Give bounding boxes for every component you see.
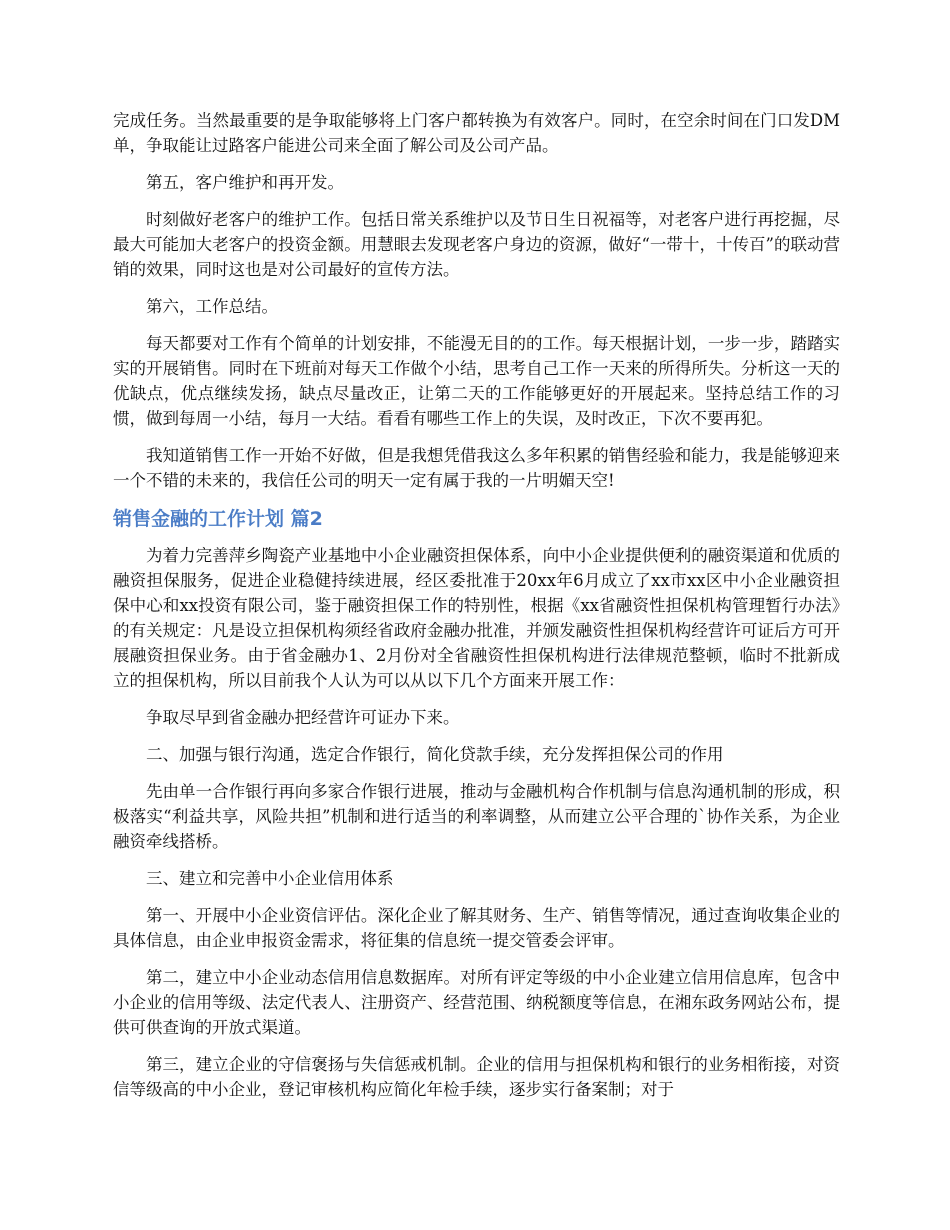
document-body	[113, 108, 840, 1114]
paragraph: 第六，工作总结。	[146, 297, 278, 316]
paragraph: 第三，建立企业的守信褒扬与失信惩戒机制。企业的信用与担保机构和银行的业务相衔接，对资信等级高的中小企业，登记审核机构应简化年检手续，逐步实行备案制；对于	[113, 1055, 840, 1099]
paragraph: 第一、开展中小企业资信评估。深化企业了解其财务、生产、销售等情况，通过查询收集企业的具体信息，由企业申报资金需求，将征集的信息统一提交管委会评审。	[113, 906, 840, 950]
paragraph: 二、加强与银行沟通，选定合作银行，简化贷款手续，充分发挥担保公司的作用	[146, 745, 724, 764]
section-heading: 销售金融的工作计划 篇2	[113, 508, 323, 530]
paragraph: 为着力完善萍乡陶瓷产业基地中小企业融资担保体系，向中小企业提供便利的融资渠道和优质的融资担保服务，促进企业稳健持续进展，经区委批准于20xx年6月成立了xx市xx区中小企业融资担保中心和xx投资有限公司，鉴于融资担保工作的特别性，根据《xx省融资性担保机构管理暂行办法》的有关规定：凡是设立担保机构须经省政府金融办批准，并颁发融资性担保机构经营许可证后方可开展融资担保业务。由于省金融办1、2月份对全省融资性担保机构进行法律规范整顿，临时不批新成立的担保机构，所以目前我个人认为可以从以下几个方面来开展工作：	[113, 546, 840, 690]
paragraph: 先由单一合作银行再向多家合作银行进展，推动与金融机构合作机制与信息沟通机制的形成，积极落实“利益共享，风险共担”机制和进行适当的利率调整，从而建立公平合理的`协作关系，为企业融资牵线搭桥。	[113, 782, 840, 851]
paragraph: 我知道销售工作一开始不好做，但是我想凭借我这么多年积累的销售经验和能力，我是能够迎来一个不错的未来的，我信任公司的明天一定有属于我的一片明媚天空!	[113, 446, 840, 490]
paragraph: 时刻做好老客户的维护工作。包括日常关系维护以及节日生日祝福等，对老客户进行再挖掘，尽最大可能加大老客户的投资金额。用慧眼去发现老客户身边的资源，做好“一带十，十传百”的联动营销的效果，同时这也是对公司最好的宣传方法。	[113, 210, 840, 279]
paragraph: 每天都要对工作有个简单的计划安排，不能漫无目的的工作。每天根据计划，一步一步，踏踏实实的开展销售。同时在下班前对每天工作做个小结，思考自己工作一天来的所得所失。分析这一天的优缺点，优点继续发扬，缺点尽量改正，让第二天的工作能够更好的开展起来。坚持总结工作的习惯，做到每周一小结，每月一大结。看看有哪些工作上的失误，及时改正，下次不要再犯。	[113, 334, 840, 428]
paragraph: 三、建立和完善中小企业信用体系	[146, 869, 394, 888]
paragraph: 第五，客户维护和再开发。	[146, 173, 344, 192]
paragraph: 第二，建立中小企业动态信用信息数据库。对所有评定等级的中小企业建立信用信息库，包含中小企业的信用等级、法定代表人、注册资产、经营范围、纳税额度等信息，在湘东政务网站公布，提供可供查询的开放式渠道。	[113, 968, 840, 1037]
paragraph: 争取尽早到省金融办把经营许可证办下来。	[146, 708, 460, 727]
paragraph: 完成任务。当然最重要的是争取能够将上门客户都转换为有效客户。同时，在空余时间在门口发DM单，争取能让过路客户能进公司来全面了解公司及公司产品。	[113, 111, 840, 155]
